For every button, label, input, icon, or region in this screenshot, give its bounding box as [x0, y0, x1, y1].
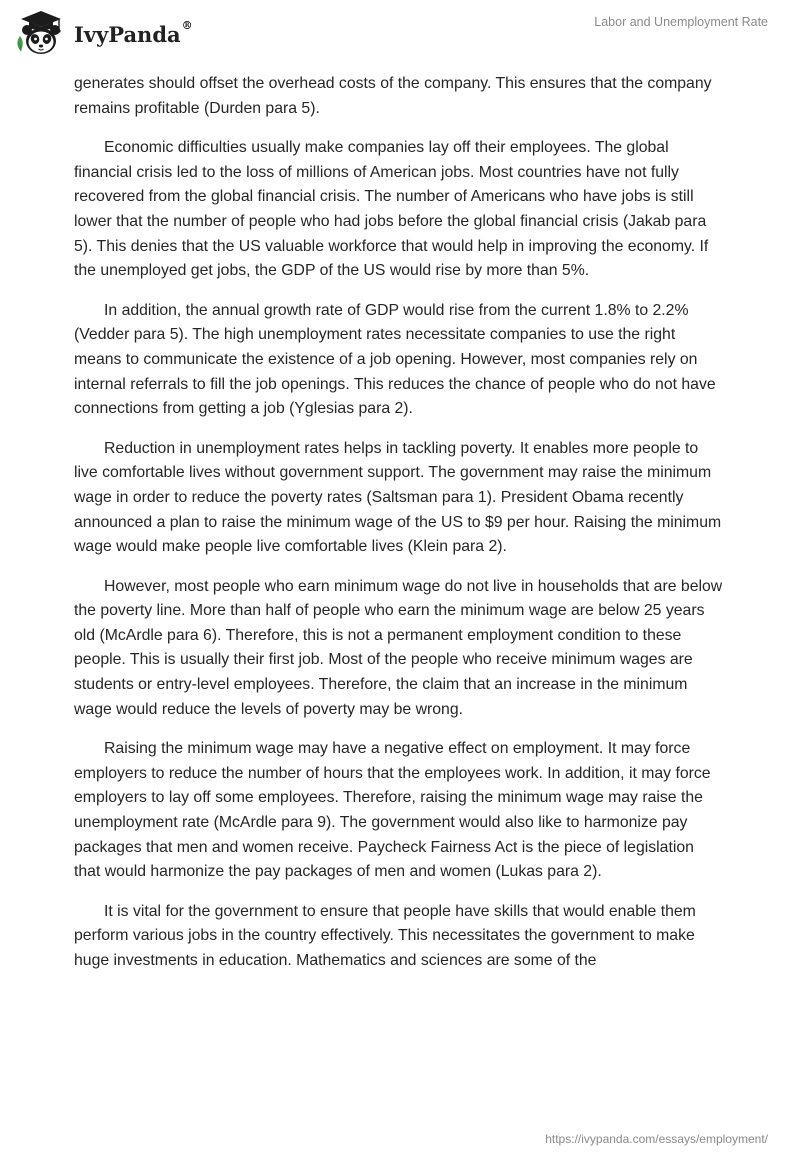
essay-body: [74, 72, 724, 989]
paragraph: Reduction in unemployment rates helps in tackling poverty. It enables more people to live comfortable lives without government support. The government may raise the minimum wage in order to reduce the poverty rates (Saltsman para 1). President Obama recently announced a plan to raise the minimum wage of the US to $9 per hour. Raising the minimum wage would make people live comfortable lives (Klein para 2).: [74, 439, 722, 556]
document-title: Labor and Unemployment Rate: [594, 15, 768, 29]
brand-name: IvyPanda®: [74, 18, 193, 47]
paragraph: Economic difficulties usually make companies lay off their employees. The global financial crisis led to the loss of millions of American jobs. Most countries have not fully recovered from the global financial crisis. The number of Americans who have jobs is still lower that the number of people who had jobs before the global financial crisis (Jakab para 5). This denies that the US valuable workforce that would help in improving the economy. If the unemployed get jobs, the GDP of the US would rise by more than 5%.: [74, 139, 709, 280]
panda-graduate-icon: [14, 8, 68, 58]
page-header: [0, 0, 800, 70]
paragraph: Raising the minimum wage may have a negative effect on employment. It may force employers to reduce the number of hours that the employees work. In addition, it may force employers to lay off some employees. Therefore, raising the minimum wage may raise the unemployment rate (McArdle para 9). The government would also like to harmonize pay packages that men and women receive. Paycheck Fairness Act is the piece of legislation that would harmonize the pay packages of men and women (Lukas para 2).: [74, 740, 711, 881]
paragraph: generates should offset the overhead costs of the company. This ensures that the company remains profitable (Durden para 5).: [74, 75, 712, 117]
source-url[interactable]: https://ivypanda.com/essays/employment/: [545, 1132, 768, 1146]
paragraph: In addition, the annual growth rate of GDP would rise from the current 1.8% to 2.2% (Vedder para 5). The high unemployment rates necessitate companies to use the right means to communicate the existence of a job opening. However, most companies rely on internal referrals to fill the job openings. This reduces the chance of people who do not have connections from getting a job (Yglesias para 2).: [74, 301, 716, 418]
paragraph: However, most people who earn minimum wage do not live in households that are below the poverty line. More than half of people who earn the minimum wage are below 25 years old (McArdle para 6). Therefore, this is not a permanent employment condition to these people. This is usually their first job. Most of the people who receive minimum wages are students or entry-level employees. Therefore, the claim that an increase in the minimum wage would reduce the levels of poverty may be wrong.: [74, 577, 723, 718]
paragraph: It is vital for the government to ensure that people have skills that would enable them perform various jobs in the country effectively. This necessitates the government to make huge investments in education. Mathematics and sciences are some of the: [74, 902, 696, 969]
registered-mark: ®: [181, 18, 193, 32]
ivypanda-logo[interactable]: [14, 8, 193, 58]
